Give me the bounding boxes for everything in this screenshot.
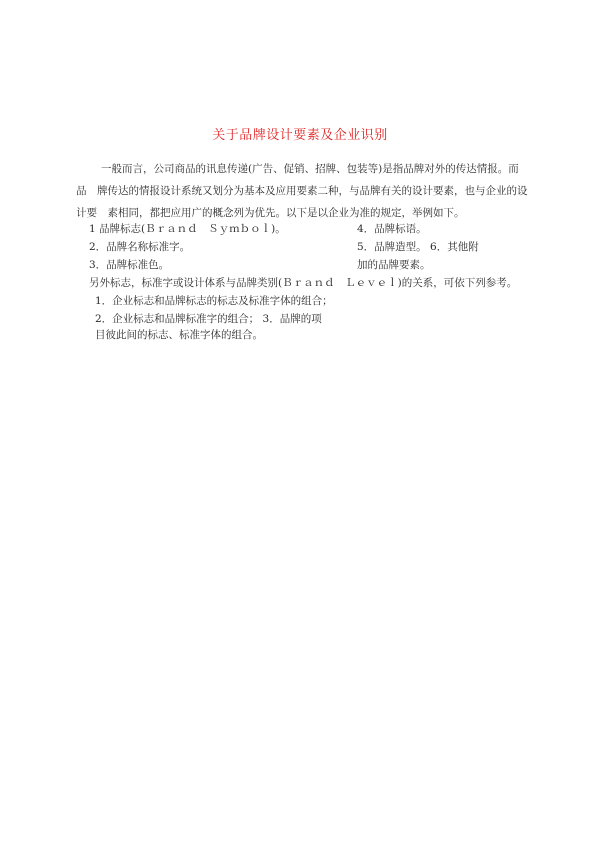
list-item-6-cont: 加的品牌要素。 xyxy=(357,259,431,271)
paragraph-line-3: 计要 素相同，都把应用广的概念列为优先。以下是以企业为准的规定，举例如下。 xyxy=(76,207,465,219)
list-item-3: 3．品牌标准色。 xyxy=(89,259,170,271)
list-item-1: 1 品牌标志(Ｂｒａｎｄ Ｓｙｍｂｏｌ)。 xyxy=(89,223,286,235)
list-item-5-6: 5．品牌造型。 6．其他附 xyxy=(357,241,479,253)
paragraph-line-1: 一般而言，公司商品的讯息传递(广告、促销、招牌、包装等)是指品牌对外的传达情报。而 xyxy=(101,163,519,175)
combo-line-1: 1．企业标志和品牌标志的标志及标准字体的组合； xyxy=(95,295,333,307)
paragraph-line-2: 品 牌传达的情报设计系统又划分为基本及应用要素二种，与品牌有关的设计要素，也与企业的设 xyxy=(76,185,528,197)
combo-line-3: 目彼此间的标志、标准字体的组合。 xyxy=(95,329,263,341)
note-line: 另外标志，标准字或设计体系与品牌类别(Ｂｒａｎｄ Ｌｅｖｅｌ)的关系，可依下列参考。 xyxy=(89,277,518,289)
combo-line-2: 2．企业标志和品牌标准字的组合； 3．品牌的项 xyxy=(95,313,322,325)
list-item-4: 4．品牌标语。 xyxy=(357,223,427,235)
document-title: 关于品牌设计要素及企业识别 xyxy=(212,128,388,143)
list-item-2: 2．品牌名称标准字。 xyxy=(89,241,191,253)
